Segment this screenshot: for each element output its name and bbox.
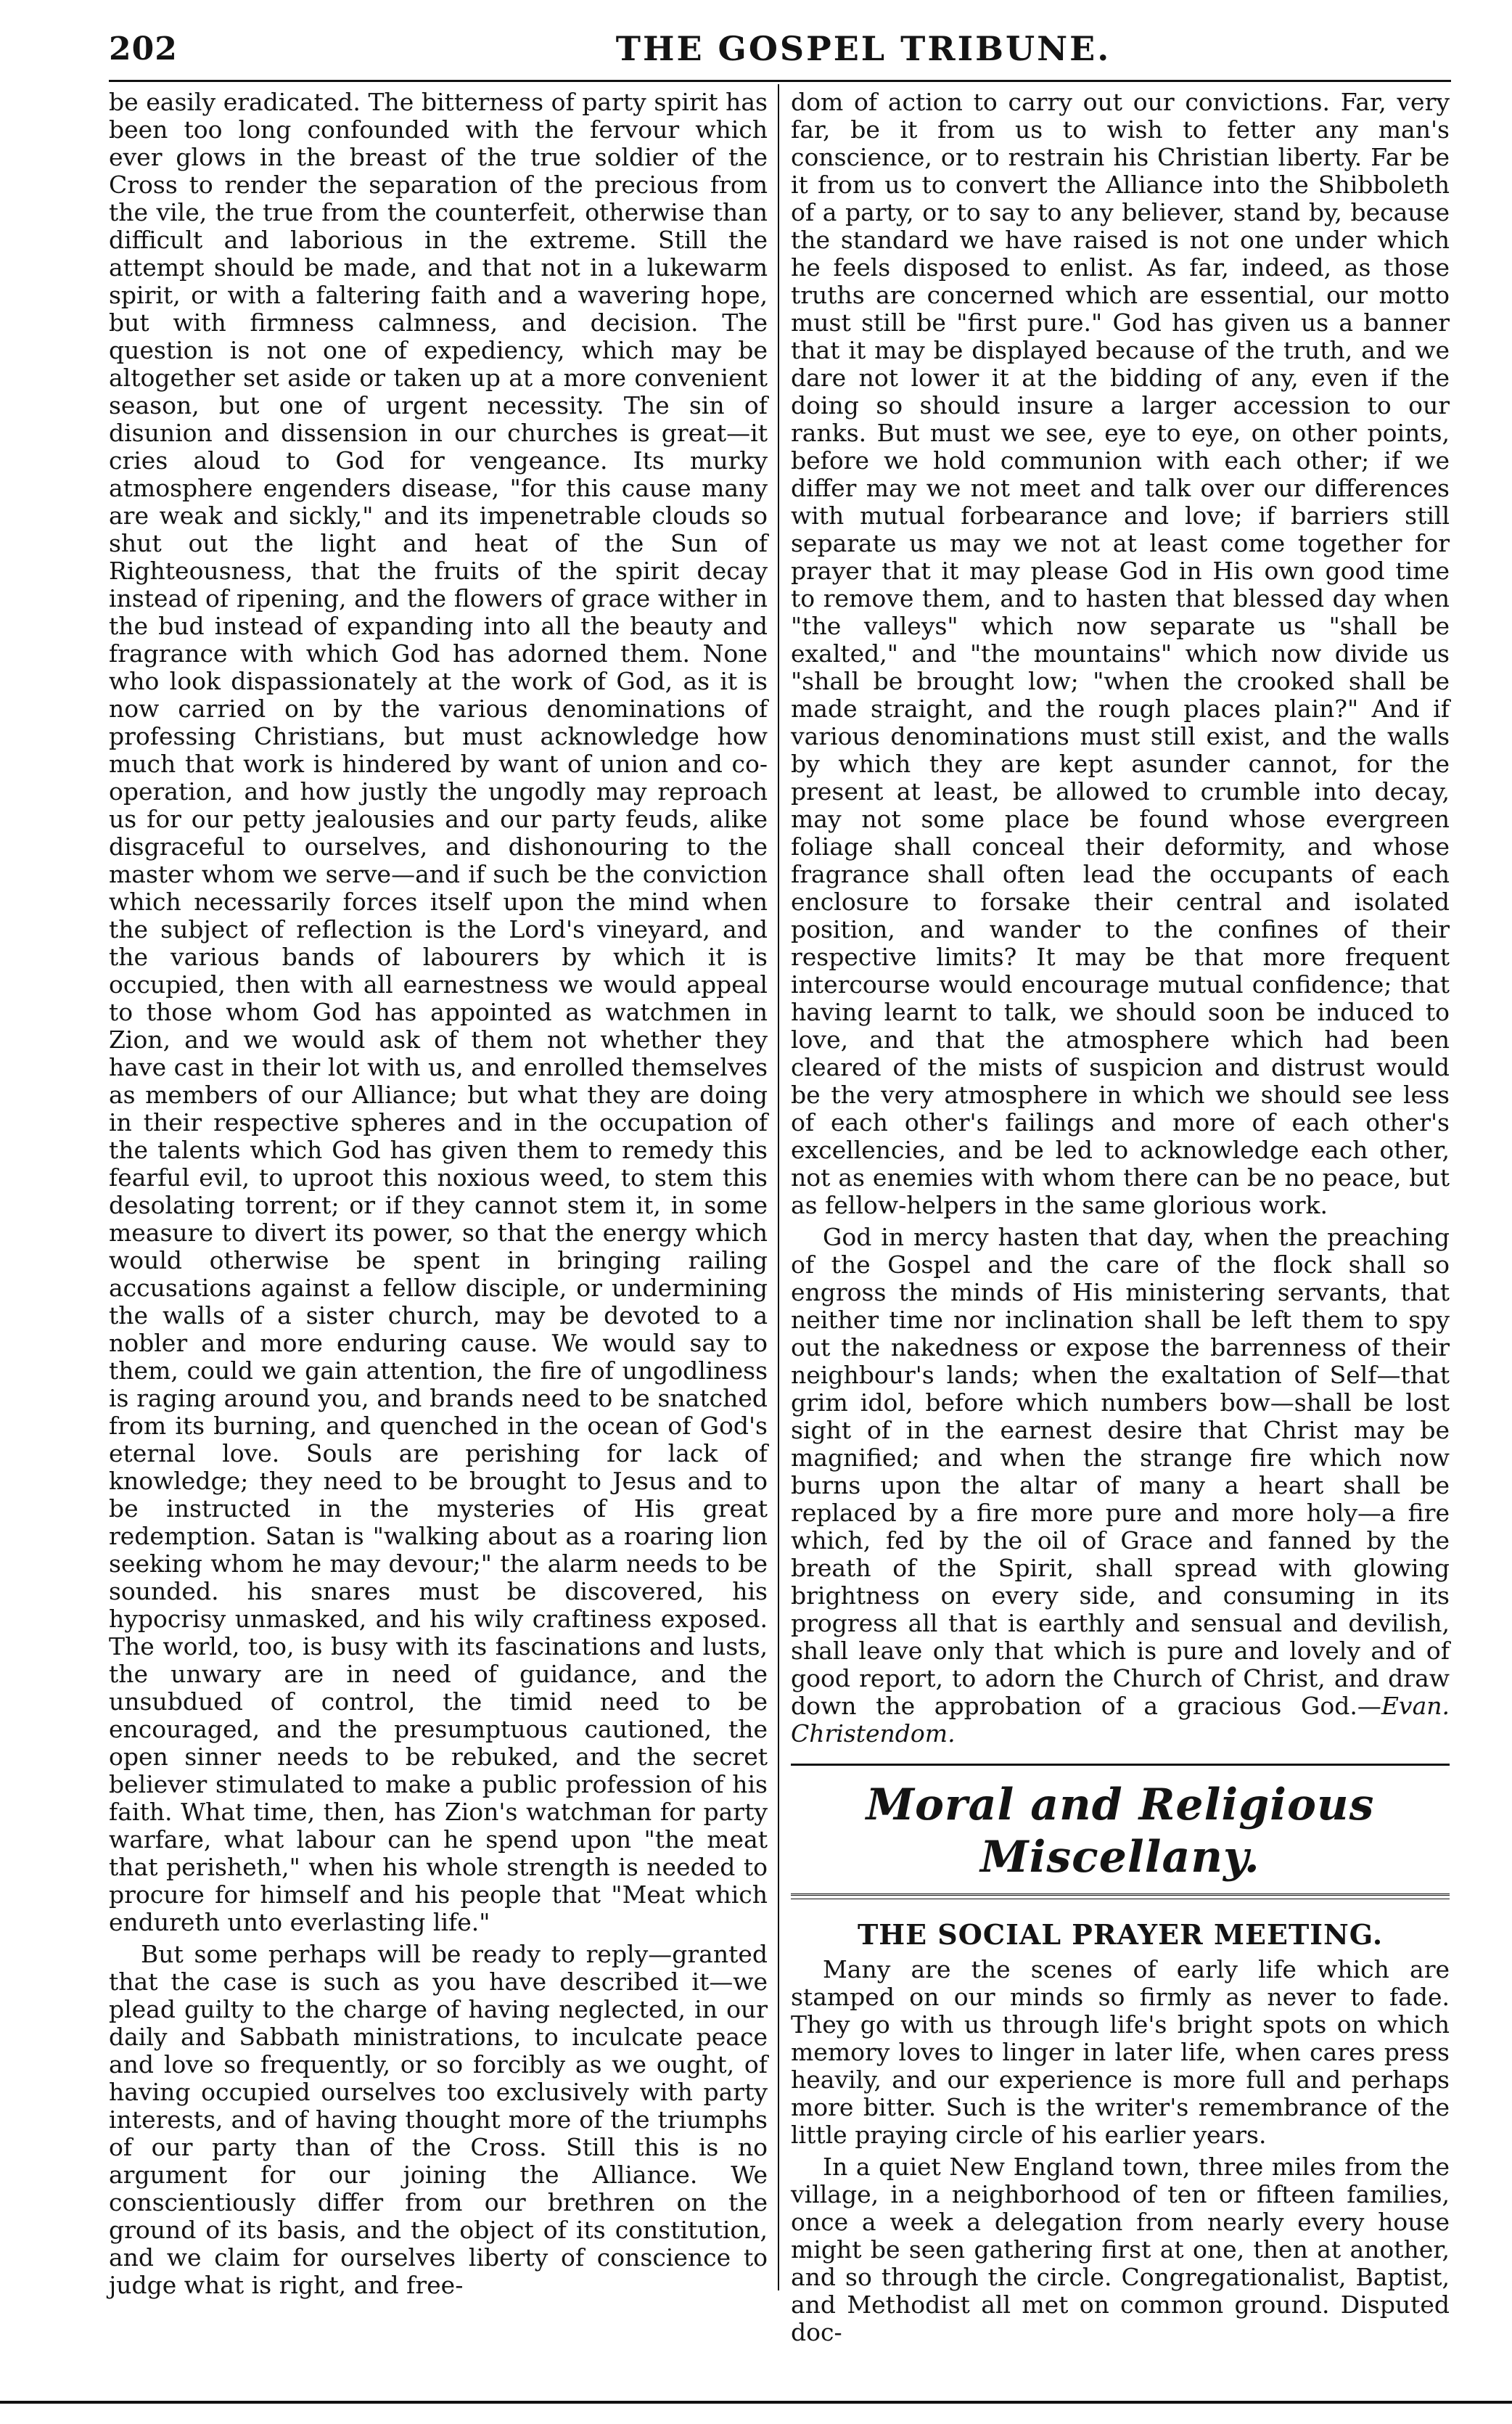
right-paragraph-2-text: God in mercy hasten that day, when the preaching of the Gospel and the care of the flock shall so engross the minds of His ministering servants, that neither time nor inclination shall be left them to spy out the nakedness or expose the barrenness of their neighbour's lands; when the exaltation of Self—that grim idol, before which numbers bow—shall be lost sight of in the earnest desire that Christ may be magnified; and when the strange fire which now burns upon the altar of many a heart shall be replaced by a fire more pure and more holy—a fire which, fed by the oil of Grace and fanned by the breath of the Spirit, shall spread with glowing brightness on every side, and consuming in its progress all that is earthly and sensual and devilish, shall leave only that which is pure and lovely and of good report, to adorn the Church of Christ, and draw down the approbation of a gracious God.—: [791, 1223, 1450, 1720]
article-credit: Evan. Christendom.: [791, 1692, 1450, 1748]
section-title: Moral and Religious Miscellany.: [866, 1780, 1375, 1883]
article-paragraph-2: In a quiet New England town, three miles from the village, in a neighborhood of ten or fifteen families, once a week a delegation from nearly every house might be seen gathering first at one, then at another, and so through the circle. Congregationalist, Baptist, and Methodist all met on common ground. Disputed doc-: [791, 2153, 1450, 2346]
article-title: THE SOCIAL PRAYER MEETING.: [857, 1918, 1384, 1951]
running-title: THE GOSPEL TRIBUNE.: [615, 29, 1112, 68]
article-paragraph-1: Many are the scenes of early life which are stamped on our minds so firmly as never to fade. They go with us through life's bright spots on which memory loves to linger in later life, when cares press heavily, and our experience is more full and perhaps more bitter. Such is the writer's remembrance of the little praying circle of his earlier years.: [791, 1955, 1450, 2149]
left-paragraph-1: be easily eradicated. The bitterness of party spirit has been too long confounded with the fervour which ever glows in the breast of the true soldier of the Cross to render the separation of the precious from the vile, the true from the counterfeit, otherwise than difficult and laborious in the extreme. Still the attempt should be made, and that not in a lukewarm spirit, or with a faltering faith and a wavering hope, but with firmness calmness, and decision. The question is not one of expediency, which may be altogether set aside or taken up at a more convenient season, but one of urgent necessity. The sin of disunion and dissension in our churches is great—it cries aloud to God for vengeance. Its murky atmosphere engenders disease, "for this cause many are weak and sickly," and its impenetrable clouds so shut out the light and heat of the Sun of Righteousness, that the fruits of the spirit decay instead of ripening, and the flowers of grace wither in the bud instead of expanding into all the beauty and fragrance with which God has adorned them. None who look dispassionately at the work of God, as it is now carried on by the various denominations of professing Christians, but must acknowledge how much that work is hindered by want of union and co-operation, and how justly the ungodly may reproach us for our petty jealousies and our party feuds, alike disgraceful to ourselves, and dishonouring to the master whom we serve—and if such be the conviction which necessarily forces itself upon the mind when the subject of reflection is the Lord's vineyard, and the various bands of labourers by which it is occupied, then with all earnestness we would appeal to those whom God has appointed as watchmen in Zion, and we would ask of them not whether they have cast in their lot with us, and enrolled themselves as members of our Alliance; but what they are doing in their respective spheres and in the occupation of the talents which God has given them to remedy this fearful evil, to uproot this noxious weed, to stem this desolating torrent; or if they cannot stem it, in some measure to divert its power, so that the energy which would otherwise be spent in bringing railing accusations against a fellow disciple, or undermining the walls of a sister church, may be devoted to a nobler and more enduring cause. We would say to them, could we gain attention, the fire of ungodliness is raging around you, and brands need to be snatched from its burning, and quenched in the ocean of God's eternal love. Souls are perishing for lack of knowledge; they need to be brought to Jesus and to be instructed in the mysteries of His great redemption. Satan is "walking about as a roaring lion seeking whom he may devour;" the alarm needs to be sounded. his snares must be discovered, his hypocrisy unmasked, and his wily craftiness exposed. The world, too, is busy with its fascinations and lusts, the unwary are in need of guidance, and the unsubdued of control, the timid need to be encouraged, and the presumptuous cautioned, the open sinner needs to be rebuked, and the secret believer stimulated to make a public profession of his faith. What time, then, has Zion's watchman for party warfare, what labour can he spend upon "the meat that perisheth," when his whole strength is needed to procure for himself and his people that "Meat which endureth unto everlasting life.": [109, 88, 768, 1936]
section-rule-bottom: [791, 1893, 1450, 1899]
left-paragraph-2: But some perhaps will be ready to reply—granted that the case is such as you have described it—we plead guilty to the charge of having neglected, in our daily and Sabbath ministrations, to inculcate peace and love so frequently, or so forcibly as we ought, of having occupied ourselves too exclusively with party interests, and of having thought more of the triumphs of our party than of the Cross. Still this is no argument for our joining the Alliance. We conscientiously differ from our brethren on the ground of its basis, and the object of its constitution, and we claim for ourselves liberty of conscience to judge what is right, and free-: [109, 1940, 768, 2299]
page-number: 202: [109, 30, 178, 67]
footer-rule: [0, 2401, 1512, 2404]
right-column: [791, 89, 1450, 2346]
page-header: [109, 25, 1451, 75]
left-column: [109, 89, 768, 2299]
header-rule: [109, 80, 1451, 82]
section-rule-top: [791, 1764, 1450, 1766]
right-paragraph-1: dom of action to carry out our convictions. Far, very far, be it from us to wish to fetter any man's conscience, or to restrain his Christian liberty. Far be it from us to convert the Alliance into the Shibboleth of a party, or to say to any believer, stand by, because the standard we have raised is not one under which he feels disposed to enlist. As far, indeed, as those truths are concerned which are essential, our motto must still be "first pure." God has given us a banner that it may be displayed because of the truth, and we dare not lower it at the bidding of any, even if the doing so should insure a larger accession to our ranks. But must we see, eye to eye, on other points, before we hold communion with each other; if we differ may we not meet and talk over our differences with mutual forbearance and love; if barriers still separate us may we not at least come together for prayer that it may please God in His own good time to remove them, and to hasten that blessed day when "the valleys" which now separate us "shall be exalted," and "the mountains" which now divide us "shall be brought low; "when the crooked shall be made straight, and the rough places plain?" And if various denominations must still exist, and the walls by which they are kept asunder cannot, for the present at least, be allowed to crumble into decay, may not some place be found whose evergreen foliage shall conceal their deformity, and whose fragrance shall often lead the occupants of each enclosure to forsake their central and isolated position, and wander to the confines of their respective limits? It may be that more frequent intercourse would encourage mutual confidence; that having learnt to talk, we should soon be induced to love, and that the atmosphere which had been cleared of the mists of suspicion and distrust would be the very atmosphere in which we should see less of each other's failings and more of each other's excellencies, and be led to acknowledge each other, not as enemies with whom there can be no peace, but as fellow-helpers in the same glorious work.: [791, 88, 1450, 1219]
right-paragraph-2: [791, 1224, 1450, 1748]
column-divider: [778, 84, 779, 2290]
